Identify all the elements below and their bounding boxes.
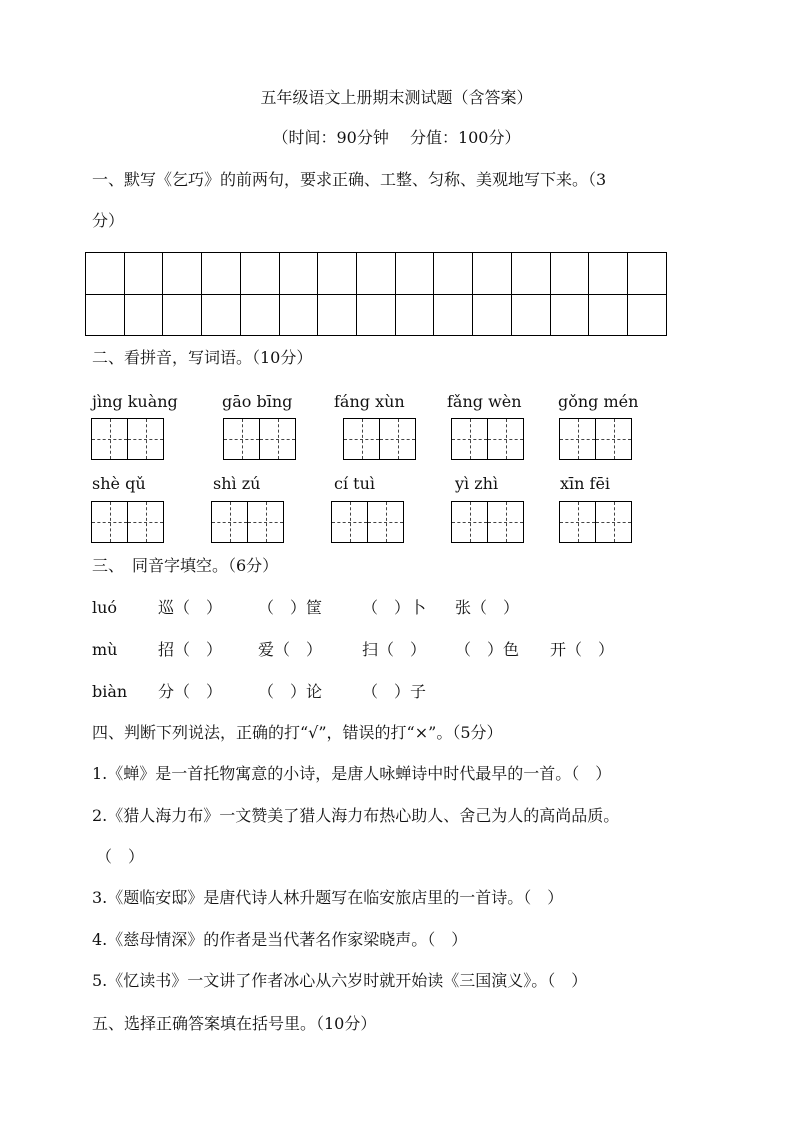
homophone-item: 爱（ ） <box>258 640 323 659</box>
word-box[interactable] <box>559 418 632 460</box>
pinyin-label: shì zú <box>213 474 261 493</box>
homophone-item: 扫（ ） <box>362 640 427 659</box>
judgment-item: 4.《慈母情深》的作者是当代著名作家梁晓声。（ ） <box>92 930 468 949</box>
homophone-item: 分（ ） <box>158 682 223 701</box>
word-box[interactable] <box>343 418 416 460</box>
section1-heading-cont: 分） <box>92 211 125 230</box>
homophone-item: （ ）子 <box>362 682 427 701</box>
judgment-item: （ ） <box>96 847 145 866</box>
word-box[interactable] <box>451 501 524 543</box>
section2-heading: 二、看拼音，写词语。（10分） <box>92 348 313 367</box>
homophone-item: （ ）卜 <box>362 598 427 617</box>
word-box[interactable] <box>91 501 164 543</box>
homophone-item: 巡（ ） <box>158 598 223 617</box>
section5-heading: 五、选择正确答案填在括号里。（10分） <box>92 1014 377 1033</box>
section3-heading: 三、 同音字填空。（6分） <box>92 556 279 575</box>
homophone-item: （ ）筐 <box>258 598 323 617</box>
homophone-item: （ ）论 <box>258 682 323 701</box>
homophone-item: （ ）色 <box>455 640 520 659</box>
pinyin-label: yì zhì <box>455 474 499 493</box>
pinyin-label: fáng xùn <box>334 392 405 411</box>
pinyin-label: shè qǔ <box>92 474 146 493</box>
word-box[interactable] <box>91 418 164 460</box>
word-box[interactable] <box>559 501 632 543</box>
homophone-pinyin: luó <box>92 598 118 617</box>
writing-grid[interactable] <box>85 252 667 336</box>
judgment-item: 5.《忆读书》一文讲了作者冰心从六岁时就开始读《三国演义》。（ ） <box>92 971 588 990</box>
pinyin-label: gāo bīng <box>222 392 293 411</box>
page-title: 五年级语文上册期末测试题（含答案） <box>260 88 533 107</box>
homophone-pinyin: biàn <box>92 682 128 701</box>
pinyin-label: gǒng mén <box>558 392 639 411</box>
homophone-item: 招（ ） <box>158 640 223 659</box>
word-box[interactable] <box>331 501 404 543</box>
homophone-pinyin: mù <box>92 640 118 659</box>
pinyin-label: xīn fēi <box>560 474 611 493</box>
word-box[interactable] <box>223 418 296 460</box>
pinyin-label: cí tuì <box>334 474 376 493</box>
homophone-item: 开（ ） <box>550 640 615 659</box>
exam-info: （时间：90分钟 分值：100分） <box>272 128 521 147</box>
word-box[interactable] <box>211 501 284 543</box>
judgment-item: 2.《猎人海力布》一文赞美了猎人海力布热心助人、舍己为人的高尚品质。 <box>92 806 620 825</box>
section1-heading: 一、默写《乞巧》的前两句，要求正确、工整、匀称、美观地写下来。（3 <box>92 170 607 189</box>
judgment-item: 1.《蝉》是一首托物寓意的小诗，是唐人咏蝉诗中时代最早的一首。（ ） <box>92 764 612 783</box>
word-box[interactable] <box>451 418 524 460</box>
section4-heading: 四、判断下列说法，正确的打“√”，错误的打“×”。（5分） <box>92 723 503 742</box>
judgment-item: 3.《题临安邸》是唐代诗人林升题写在临安旅店里的一首诗。（ ） <box>92 888 564 907</box>
pinyin-label: jìng kuàng <box>92 392 178 411</box>
pinyin-label: fǎng wèn <box>447 392 522 411</box>
homophone-item: 张（ ） <box>455 598 520 617</box>
